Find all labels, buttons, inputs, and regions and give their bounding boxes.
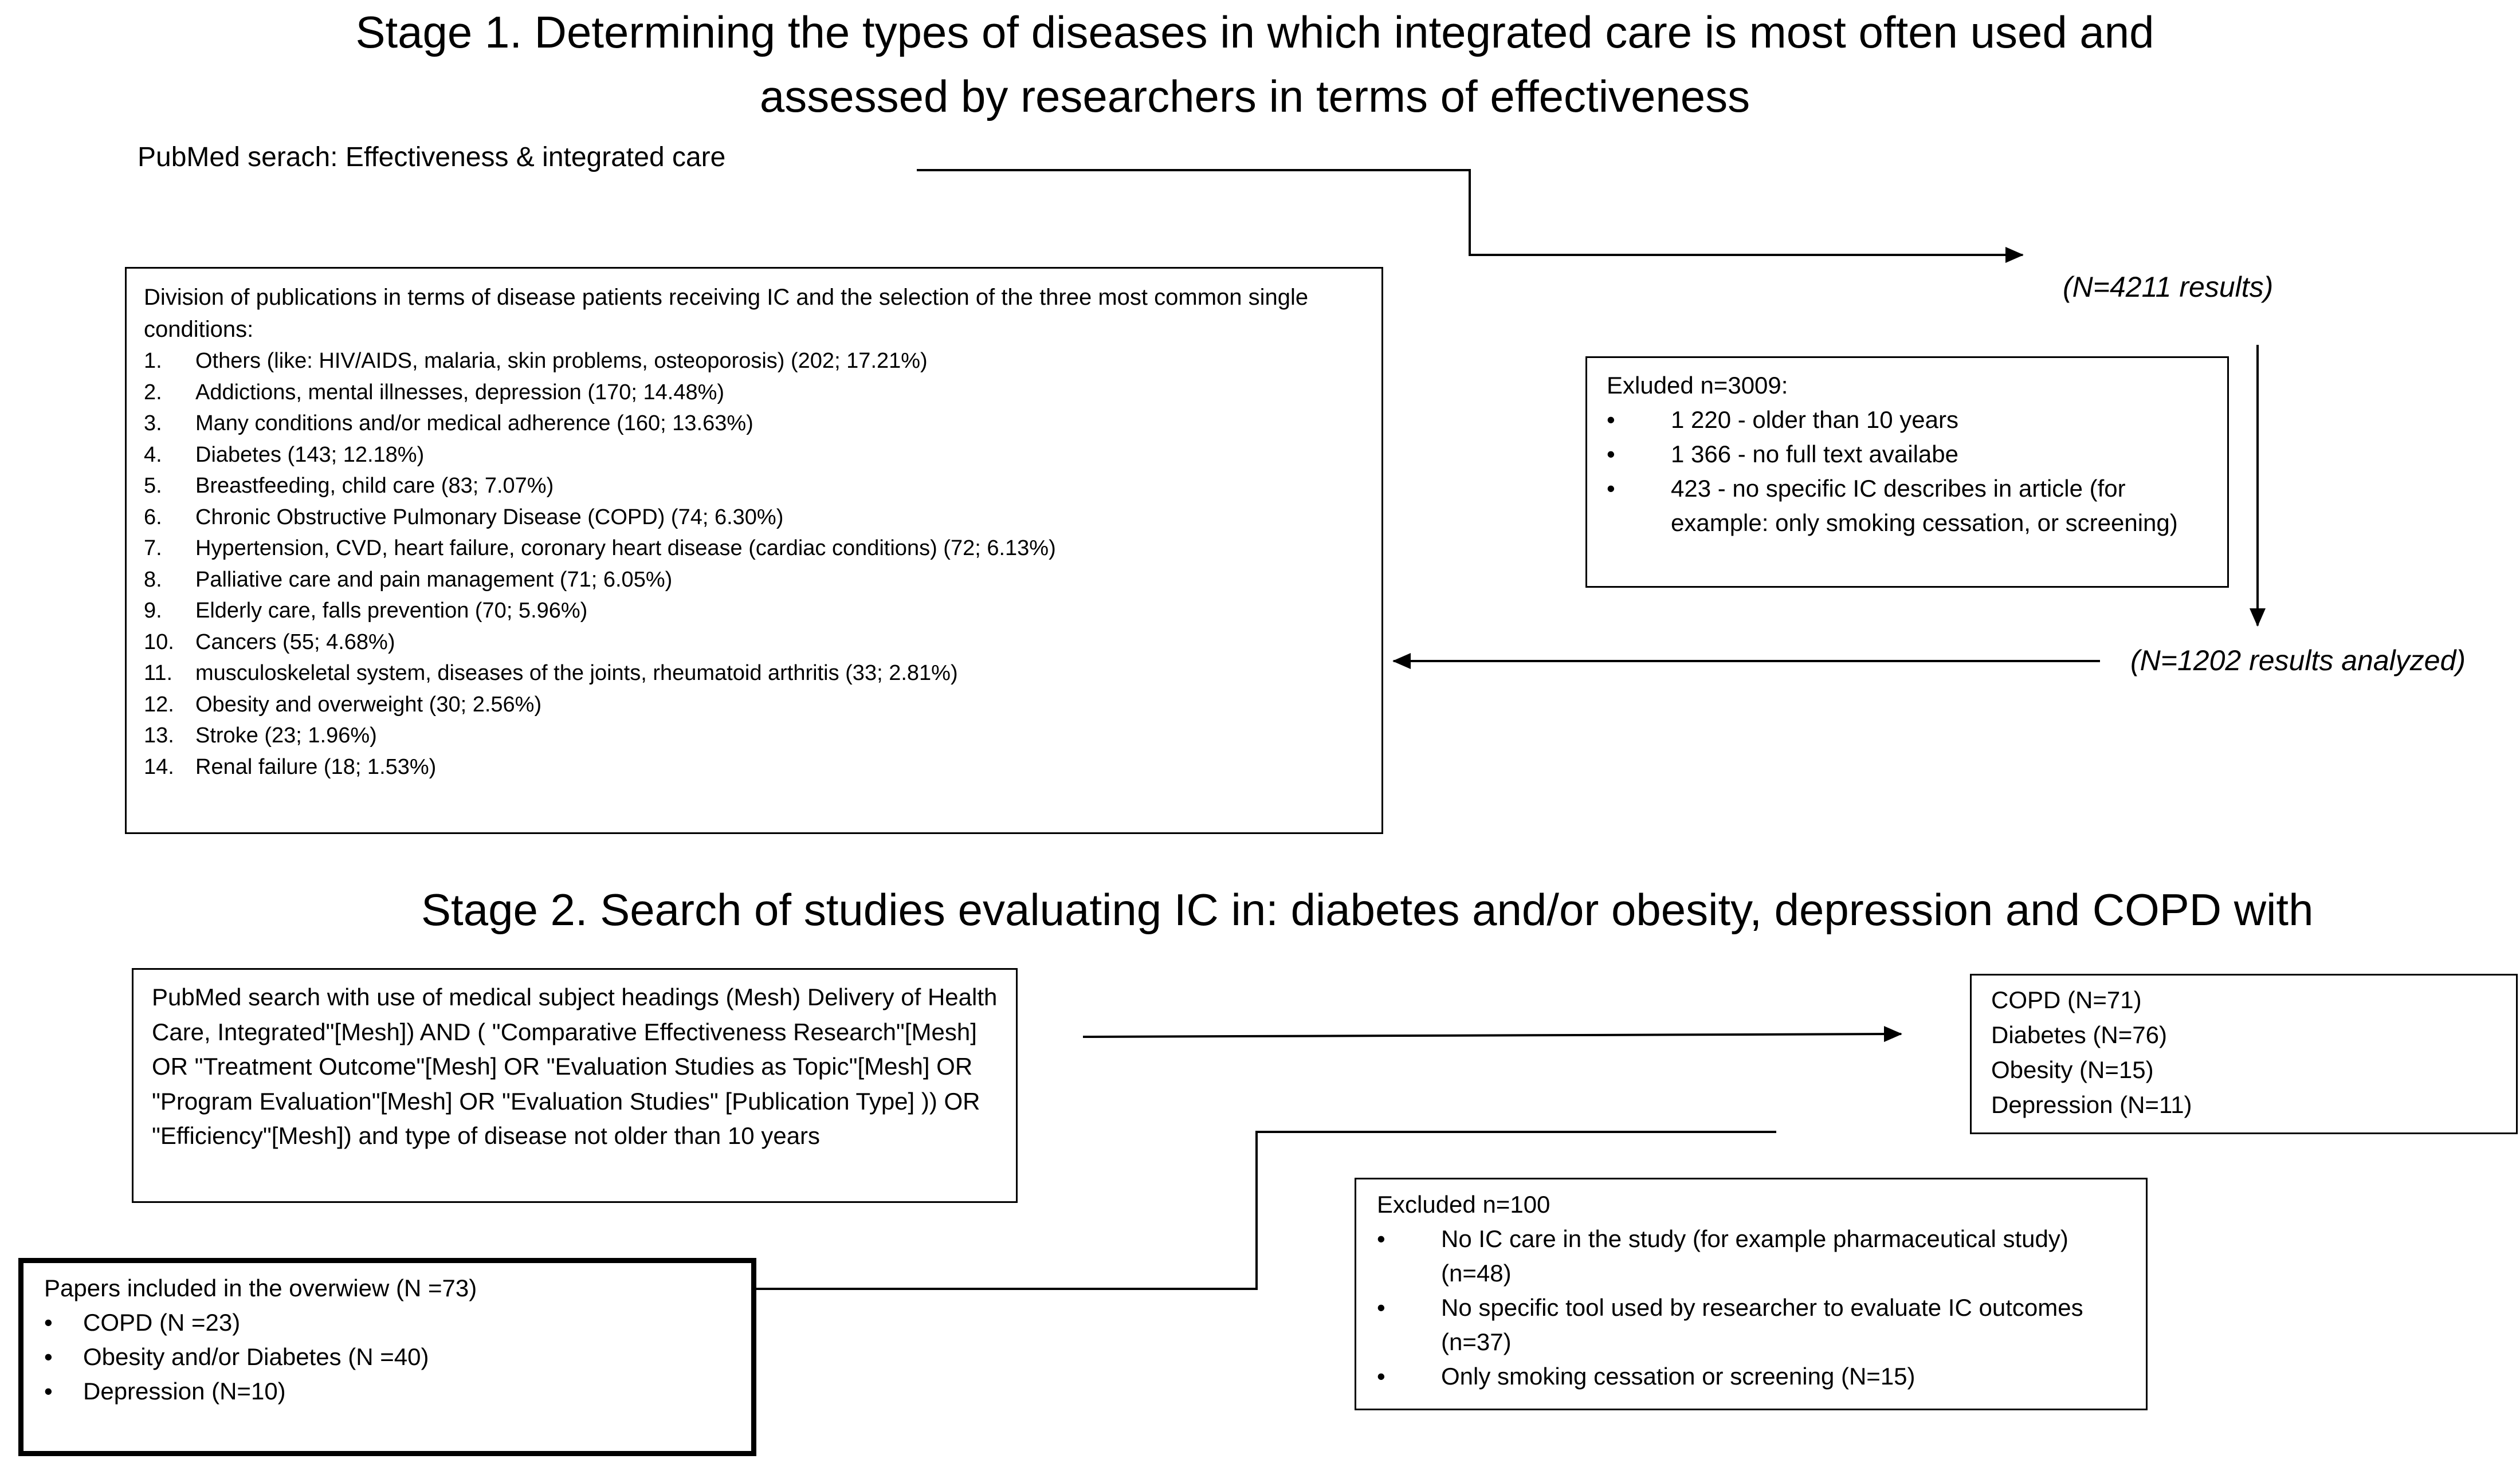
stage1-title <box>0 0 2520 128</box>
list-item-text: Elderly care, falls prevention (70; 5.96%) <box>195 599 588 623</box>
list-item <box>144 377 1364 408</box>
list-item-text: Stroke (23; 1.96%) <box>195 723 377 748</box>
list-item-number: 10. <box>144 630 174 654</box>
list-item-text: Hypertension, CVD, heart failure, coronary heart disease (cardiac conditions) (72; 6.13%) <box>195 536 1056 560</box>
stage1-results: (N=4211 results) <box>2063 271 2274 303</box>
list-item-text: Palliative care and pain management (71; 6.05%) <box>195 567 673 592</box>
stage2-results-box <box>1970 974 2518 1134</box>
list-item-text: Chronic Obstructive Pulmonary Disease (COPD) (74; 6.30%) <box>195 505 784 529</box>
list-item <box>1607 403 2208 437</box>
list-item-text: Depression (N=10) <box>83 1378 286 1405</box>
stage2-excluded-list <box>1377 1222 2125 1394</box>
bullet-icon: • <box>1377 1294 1385 1321</box>
stage1-excluded-list <box>1607 403 2208 540</box>
list-item <box>44 1305 731 1340</box>
stage2-result-copd: COPD (N=71) <box>1991 986 2142 1013</box>
list-item-number: 9. <box>144 599 162 623</box>
list-item <box>144 658 1364 689</box>
list-item-number: 5. <box>144 474 162 498</box>
list-item-text: No specific tool used by researcher to evaluate IC outcomes (n=37) <box>1441 1294 2083 1355</box>
division-list <box>144 345 1364 782</box>
bullet-icon: • <box>44 1378 53 1405</box>
list-item-number: 3. <box>144 411 162 435</box>
list-item <box>144 533 1364 564</box>
stage2-included-list <box>44 1305 731 1409</box>
list-item-text: Obesity and overweight (30; 2.56%) <box>195 692 542 717</box>
list-item-number: 11. <box>144 661 173 685</box>
stage1-search-label: PubMed serach: Effectiveness & integrated care <box>138 142 726 172</box>
list-item-number: 2. <box>144 380 162 404</box>
connector-search-to-results <box>917 170 2023 255</box>
bullet-icon: • <box>44 1343 53 1370</box>
list-item-text: COPD (N =23) <box>83 1309 241 1336</box>
list-item <box>1607 471 2208 540</box>
list-item-text: musculoskeletal system, diseases of the joints, rheumatoid arthritis (33; 2.81%) <box>195 661 958 685</box>
stage2-result-obesity: Obesity (N=15) <box>1991 1056 2154 1083</box>
stage2-included-box <box>18 1258 756 1456</box>
stage1-excluded-heading: Exluded n=3009: <box>1607 372 1788 399</box>
connector-stage2-search-to-results <box>1083 1034 1901 1037</box>
stage1-title-line2: assessed by researchers in terms of effectiveness <box>759 71 1750 121</box>
bullet-icon: • <box>44 1309 53 1336</box>
list-item <box>144 752 1364 783</box>
list-item-number: 7. <box>144 536 162 560</box>
list-item-text: Breastfeeding, child care (83; 7.07%) <box>195 474 554 498</box>
stage1-excluded-box <box>1585 356 2229 588</box>
stage2-excluded-heading: Excluded n=100 <box>1377 1191 1551 1218</box>
stage1-title-line1: Stage 1. Determining the types of diseases in which integrated care is most often used and <box>355 7 2154 57</box>
stage2-title: Stage 2. Search of studies evaluating IC in: diabetes and/or obesity, depression and COPD with <box>421 884 2314 935</box>
stage1-analyzed: (N=1202 results analyzed) <box>2130 644 2466 677</box>
list-item-text: 1 366 - no full text availabe <box>1671 441 1958 467</box>
stage2-excluded-box <box>1355 1178 2148 1410</box>
list-item <box>44 1340 731 1374</box>
list-item <box>1377 1222 2125 1291</box>
bullet-icon: • <box>1607 475 1615 502</box>
list-item-number: 4. <box>144 442 162 467</box>
bullet-icon: • <box>1377 1225 1385 1252</box>
list-item <box>144 720 1364 752</box>
stage2-included-heading: Papers included in the overwiew (N =73) <box>44 1275 477 1301</box>
list-item <box>144 502 1364 533</box>
bullet-icon: • <box>1377 1363 1385 1390</box>
list-item-text: Many conditions and/or medical adherence (160; 13.63%) <box>195 411 753 435</box>
list-item <box>144 470 1364 502</box>
list-item-number: 1. <box>144 349 162 373</box>
list-item-number: 14. <box>144 754 174 779</box>
division-heading: Division of publications in terms of disease patients receiving IC and the selection of the three most common single conditions: <box>144 285 1309 342</box>
list-item-text: Obesity and/or Diabetes (N =40) <box>83 1343 429 1370</box>
stage2-search-box: PubMed search with use of medical subject headings (Mesh) Delivery of Health Care, Integrated"[Mesh]) AND ( "Comparative Effectiveness Research"[Mesh] OR "Treatment Outcome"[Mesh] OR "Evaluation Studies as Topic"[Mesh] OR "Program Evaluation"[Mesh] OR "Evaluation Studies" [Publication Type] )) OR "Efficiency"[Mesh]) and type of disease not older than 10 years <box>132 968 1018 1203</box>
list-item <box>144 689 1364 721</box>
list-item-text: 423 - no specific IC describes in article (for example: only smoking cessation, or screening) <box>1671 475 2178 536</box>
list-item-number: 12. <box>144 692 174 717</box>
list-item-text: Cancers (55; 4.68%) <box>195 630 395 654</box>
list-item <box>144 564 1364 596</box>
stage2-result-diabetes: Diabetes (N=76) <box>1991 1021 2167 1048</box>
list-item <box>1377 1359 2125 1394</box>
list-item-text: Diabetes (143; 12.18%) <box>195 442 425 467</box>
list-item-text: Renal failure (18; 1.53%) <box>195 754 437 779</box>
list-item <box>144 408 1364 439</box>
list-item <box>1607 437 2208 471</box>
stage2-result-depression: Depression (N=11) <box>1991 1091 2192 1118</box>
list-item-text: Addictions, mental illnesses, depression (170; 14.48%) <box>195 380 725 404</box>
list-item <box>44 1374 731 1409</box>
list-item-text: Others (like: HIV/AIDS, malaria, skin problems, osteoporosis) (202; 17.21%) <box>195 349 928 373</box>
list-item-number: 13. <box>144 723 174 748</box>
list-item-text: No IC care in the study (for example pharmaceutical study) (n=48) <box>1441 1225 2068 1287</box>
list-item-number: 6. <box>144 505 162 529</box>
bullet-icon: • <box>1607 406 1615 433</box>
list-item-number: 8. <box>144 567 162 592</box>
division-box <box>125 267 1383 834</box>
list-item <box>144 627 1364 658</box>
list-item-text: 1 220 - older than 10 years <box>1671 406 1958 433</box>
list-item-text: Only smoking cessation or screening (N=15) <box>1441 1363 1915 1390</box>
bullet-icon: • <box>1607 441 1615 467</box>
list-item <box>144 439 1364 471</box>
list-item <box>144 345 1364 377</box>
list-item <box>144 595 1364 627</box>
list-item <box>1377 1291 2125 1359</box>
